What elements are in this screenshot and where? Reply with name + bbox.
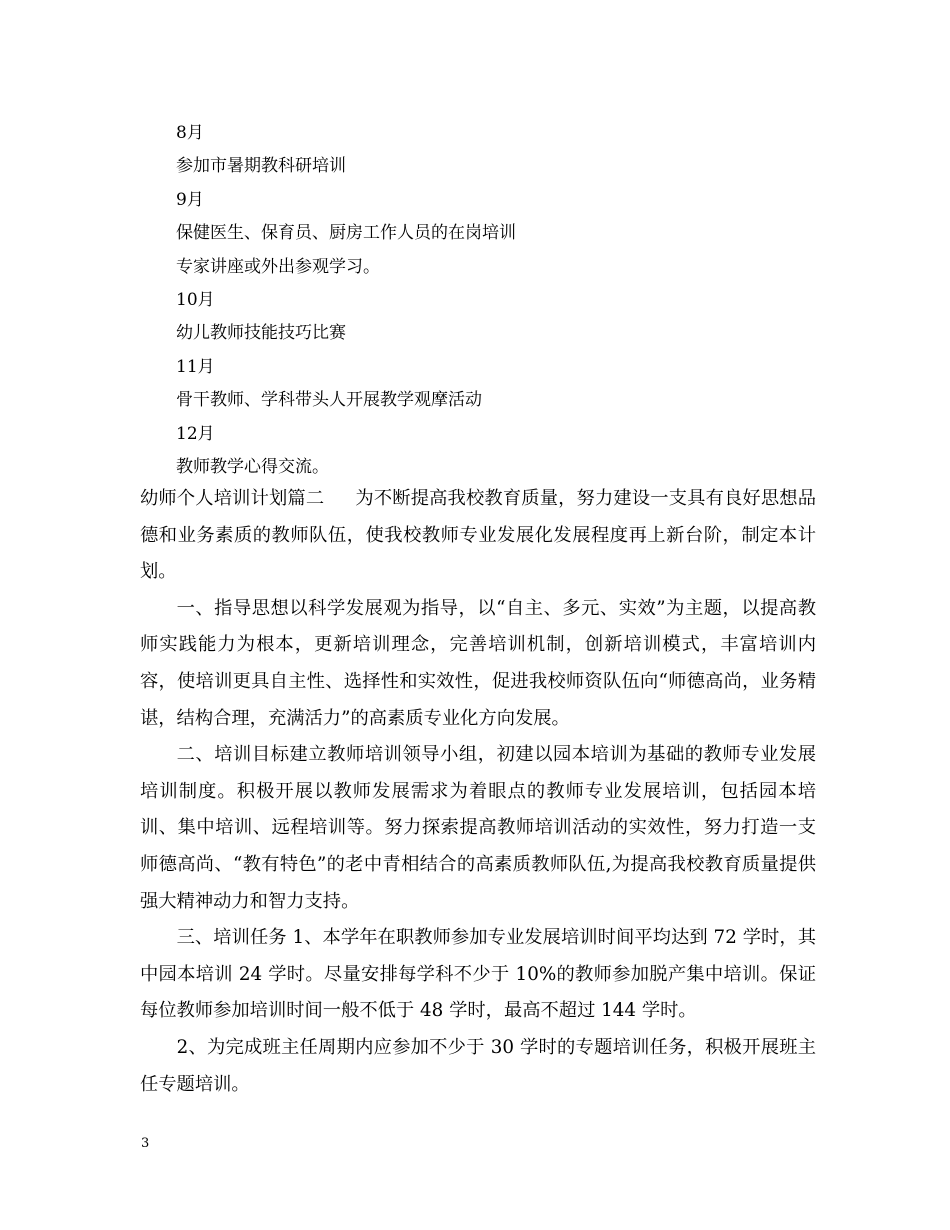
schedule-month: 12月: [176, 423, 215, 444]
schedule-activity: 保健医生、保育员、厨房工作人员的在岗培训: [176, 223, 516, 244]
training-tasks-paragraph: 三、培训任务 1、本学年在职教师参加专业发展培训时间平均达到 72 学时，其中园本培训 24 学时。尽量安排每学科不少于 10%的教师参加脱产集中培训。保证每位教师参加培训时间一般不低于 48 学时，最高不超过 144 学时。: [140, 927, 816, 1022]
schedule-month: 9月: [176, 189, 204, 210]
schedule-month: 8月: [176, 123, 204, 143]
training-goals-paragraph: 二、培训目标建立教师培训领导小组，初建以园本培训为基础的教师专业发展培训制度。积极开展以教师发展需求为着眼点的教师专业发展培训，包括园本培训、集中培训、远程培训等。努力探索提高教师培训活动的实效性，努力打造一支师德高尚、“教有特色”的老中青相结合的高素质教师队伍,为提高我校教育质量提供强大精神动力和智力支持。: [140, 744, 816, 912]
schedule-activity: 教师教学心得交流。: [176, 456, 329, 477]
training-schedule-list: [176, 117, 856, 484]
page-number: 3: [141, 1136, 150, 1151]
schedule-month: 11月: [176, 356, 215, 377]
schedule-activity: 骨干教师、学科带头人开展教学观摩活动: [176, 390, 482, 411]
schedule-activity: 参加市暑期教科研培训: [176, 156, 346, 177]
schedule-activity: 幼儿教师技能技巧比赛: [176, 323, 346, 344]
section-intro-text: 为不断提高我校教育质量，努力建设一支具有良好思想品德和业务素质的教师队伍，使我校教师专业发展化发展程度再上新台阶，制定本计划。: [140, 488, 816, 583]
section-heading: 幼师个人培训计划篇二: [140, 488, 325, 509]
section-intro-paragraph: [140, 481, 816, 591]
schedule-activity: 专家讲座或外出参观学习。: [176, 256, 380, 277]
schedule-month: 10月: [176, 289, 215, 310]
document-body: [140, 481, 816, 1103]
guiding-ideology-paragraph: 一、指导思想以科学发展观为指导，以“自主、多元、实效”为主题，以提高教师实践能力为根本，更新培训理念，完善培训机制，创新培训模式，丰富培训内容，使培训更具自主性、选择性和实效性，促进我校师资队伍向“师德高尚，业务精谌，结构合理，充满活力”的高素质专业化方向发展。: [140, 597, 816, 729]
head-teacher-training-paragraph: 2、为完成班主任周期内应参加不少于 30 学时的专题培训任务，积极开展班主任专题培训。: [140, 1036, 816, 1095]
